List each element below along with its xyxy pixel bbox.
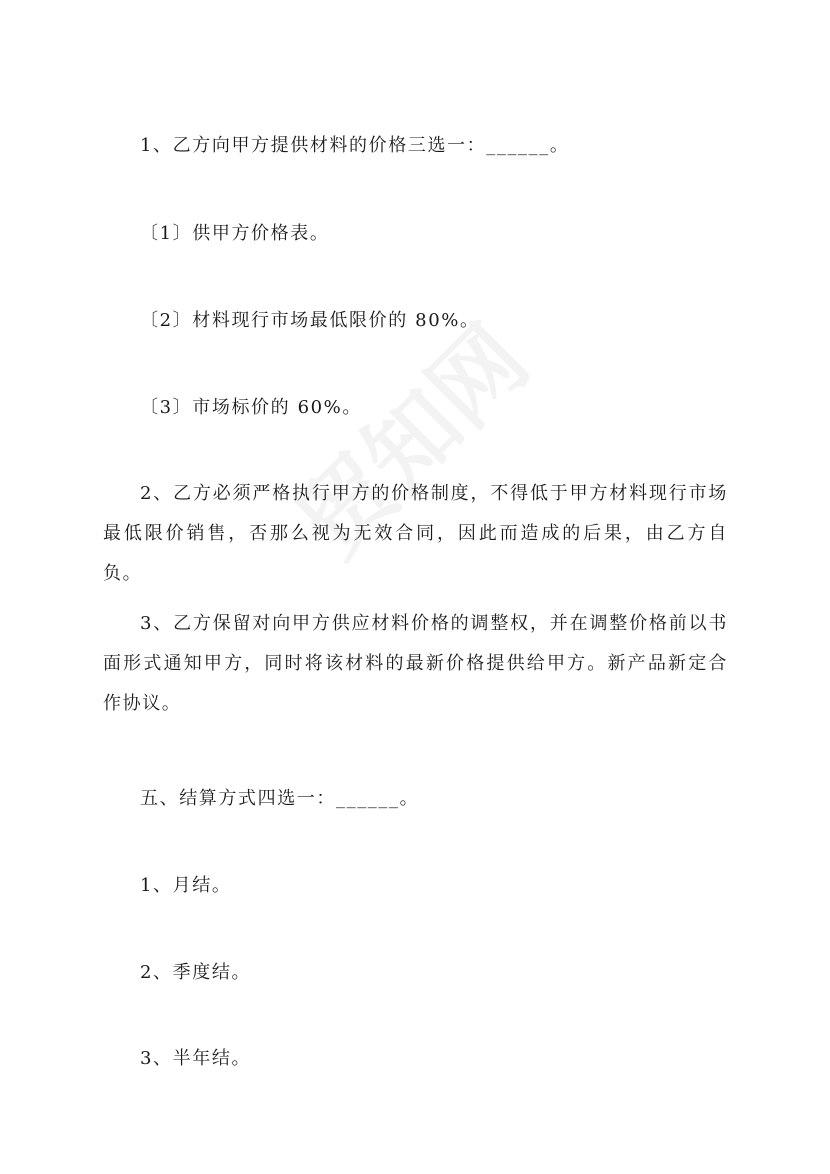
paragraph-settlement-quarterly: 2、季度结。 [140, 962, 252, 983]
section-heading-settlement: 五、结算方式四选一：______。 [140, 788, 420, 809]
paragraph-settlement-monthly: 1、月结。 [140, 875, 232, 896]
paragraph-settlement-half-year: 3、半年结。 [140, 1048, 252, 1069]
paragraph-option-1: 〔1〕供甲方价格表。 [140, 223, 330, 244]
paragraph-option-3: 〔3〕市场标价的 60%。 [140, 397, 362, 418]
paragraph-option-2: 〔2〕材料现行市场最低限价的 80%。 [140, 310, 480, 331]
paragraph-price-policy: 2、乙方必须严格执行甲方的价格制度，不得低于甲方材料现行市场最低限价销售，否那么视为无效合同，因此而造成的后果，由乙方自负。 [103, 483, 728, 584]
paragraph-price-adjustment: 3、乙方保留对向甲方供应材料价格的调整权，并在调整价格前以书面形式通知甲方，同时将该材料的最新价格提供给甲方。新产品新定合作协议。 [103, 613, 728, 714]
paragraph-price-options: 1、乙方向甲方提供材料的价格三选一：______。 [140, 135, 570, 156]
